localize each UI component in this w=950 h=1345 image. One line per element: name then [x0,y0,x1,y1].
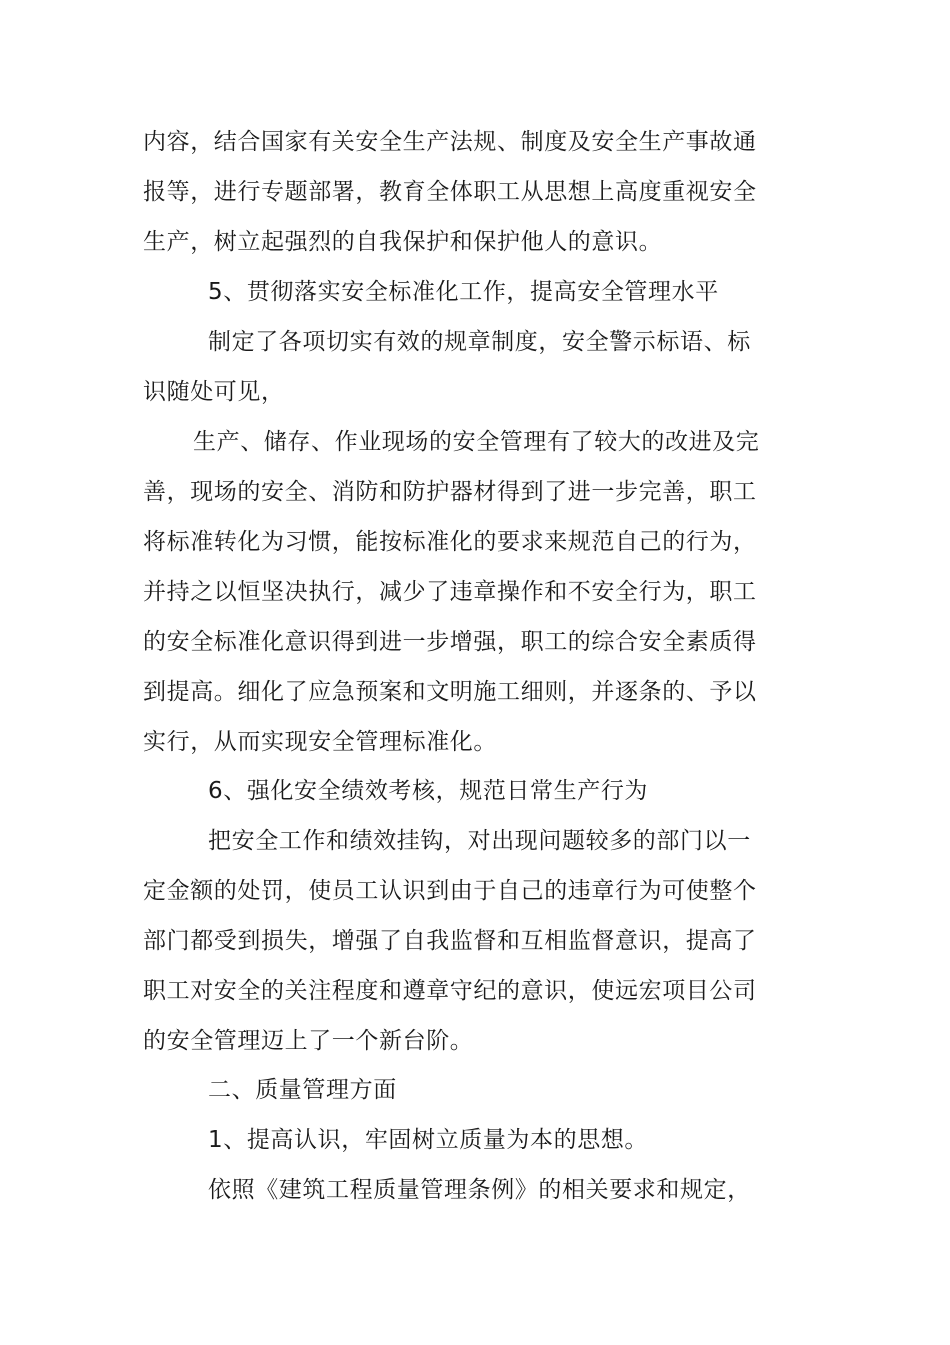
text-line: 的安全管理迈上了一个新台阶。 [143,1028,474,1054]
text-line: 到提高。细化了应急预案和文明施工细则，并逐条的、予以 [143,679,757,705]
text-line: 依照《建筑工程质量管理条例》的相关要求和规定， [208,1177,751,1203]
text-line: 生产，树立起强烈的自我保护和保护他人的意识。 [143,229,663,255]
section-heading: 6、强化安全绩效考核，规范日常生产行为 [208,778,649,804]
text-line: 制定了各项切实有效的规章制度，安全警示标语、标 [208,329,751,355]
text-line: 并持之以恒坚决执行，减少了违章操作和不安全行为，职工 [143,579,757,605]
section-heading: 5、贯彻落实安全标准化工作，提高安全管理水平 [208,279,719,305]
text-line: 报等，进行专题部署，教育全体职工从思想上高度重视安全 [143,179,757,205]
text-line: 定金额的处罚，使员工认识到由于自己的违章行为可使整个 [143,878,757,904]
text-line: 内容，结合国家有关安全生产法规、制度及安全生产事故通 [143,129,757,155]
section-heading: 二、质量管理方面 [208,1077,397,1103]
text-line: 善，现场的安全、消防和防护器材得到了进一步完善，职工 [143,479,757,505]
text-line: 职工对安全的关注程度和遵章守纪的意识，使远宏项目公司 [143,978,757,1004]
text-line: 实行，从而实现安全管理标准化。 [143,729,497,755]
text-line: 部门都受到损失，增强了自我监督和互相监督意识，提高了 [143,928,757,954]
text-line: 将标准转化为习惯，能按标准化的要求来规范自己的行为， [143,529,757,555]
text-line: 识随处可见， [143,379,285,405]
text-line: 生产、储存、作业现场的安全管理有了较大的改进及完 [193,429,760,455]
section-heading: 1、提高认识，牢固树立质量为本的思想。 [208,1127,649,1153]
text-line: 的安全标准化意识得到进一步增强，职工的综合安全素质得 [143,629,757,655]
text-line: 把安全工作和绩效挂钩，对出现问题较多的部门以一 [208,828,751,854]
